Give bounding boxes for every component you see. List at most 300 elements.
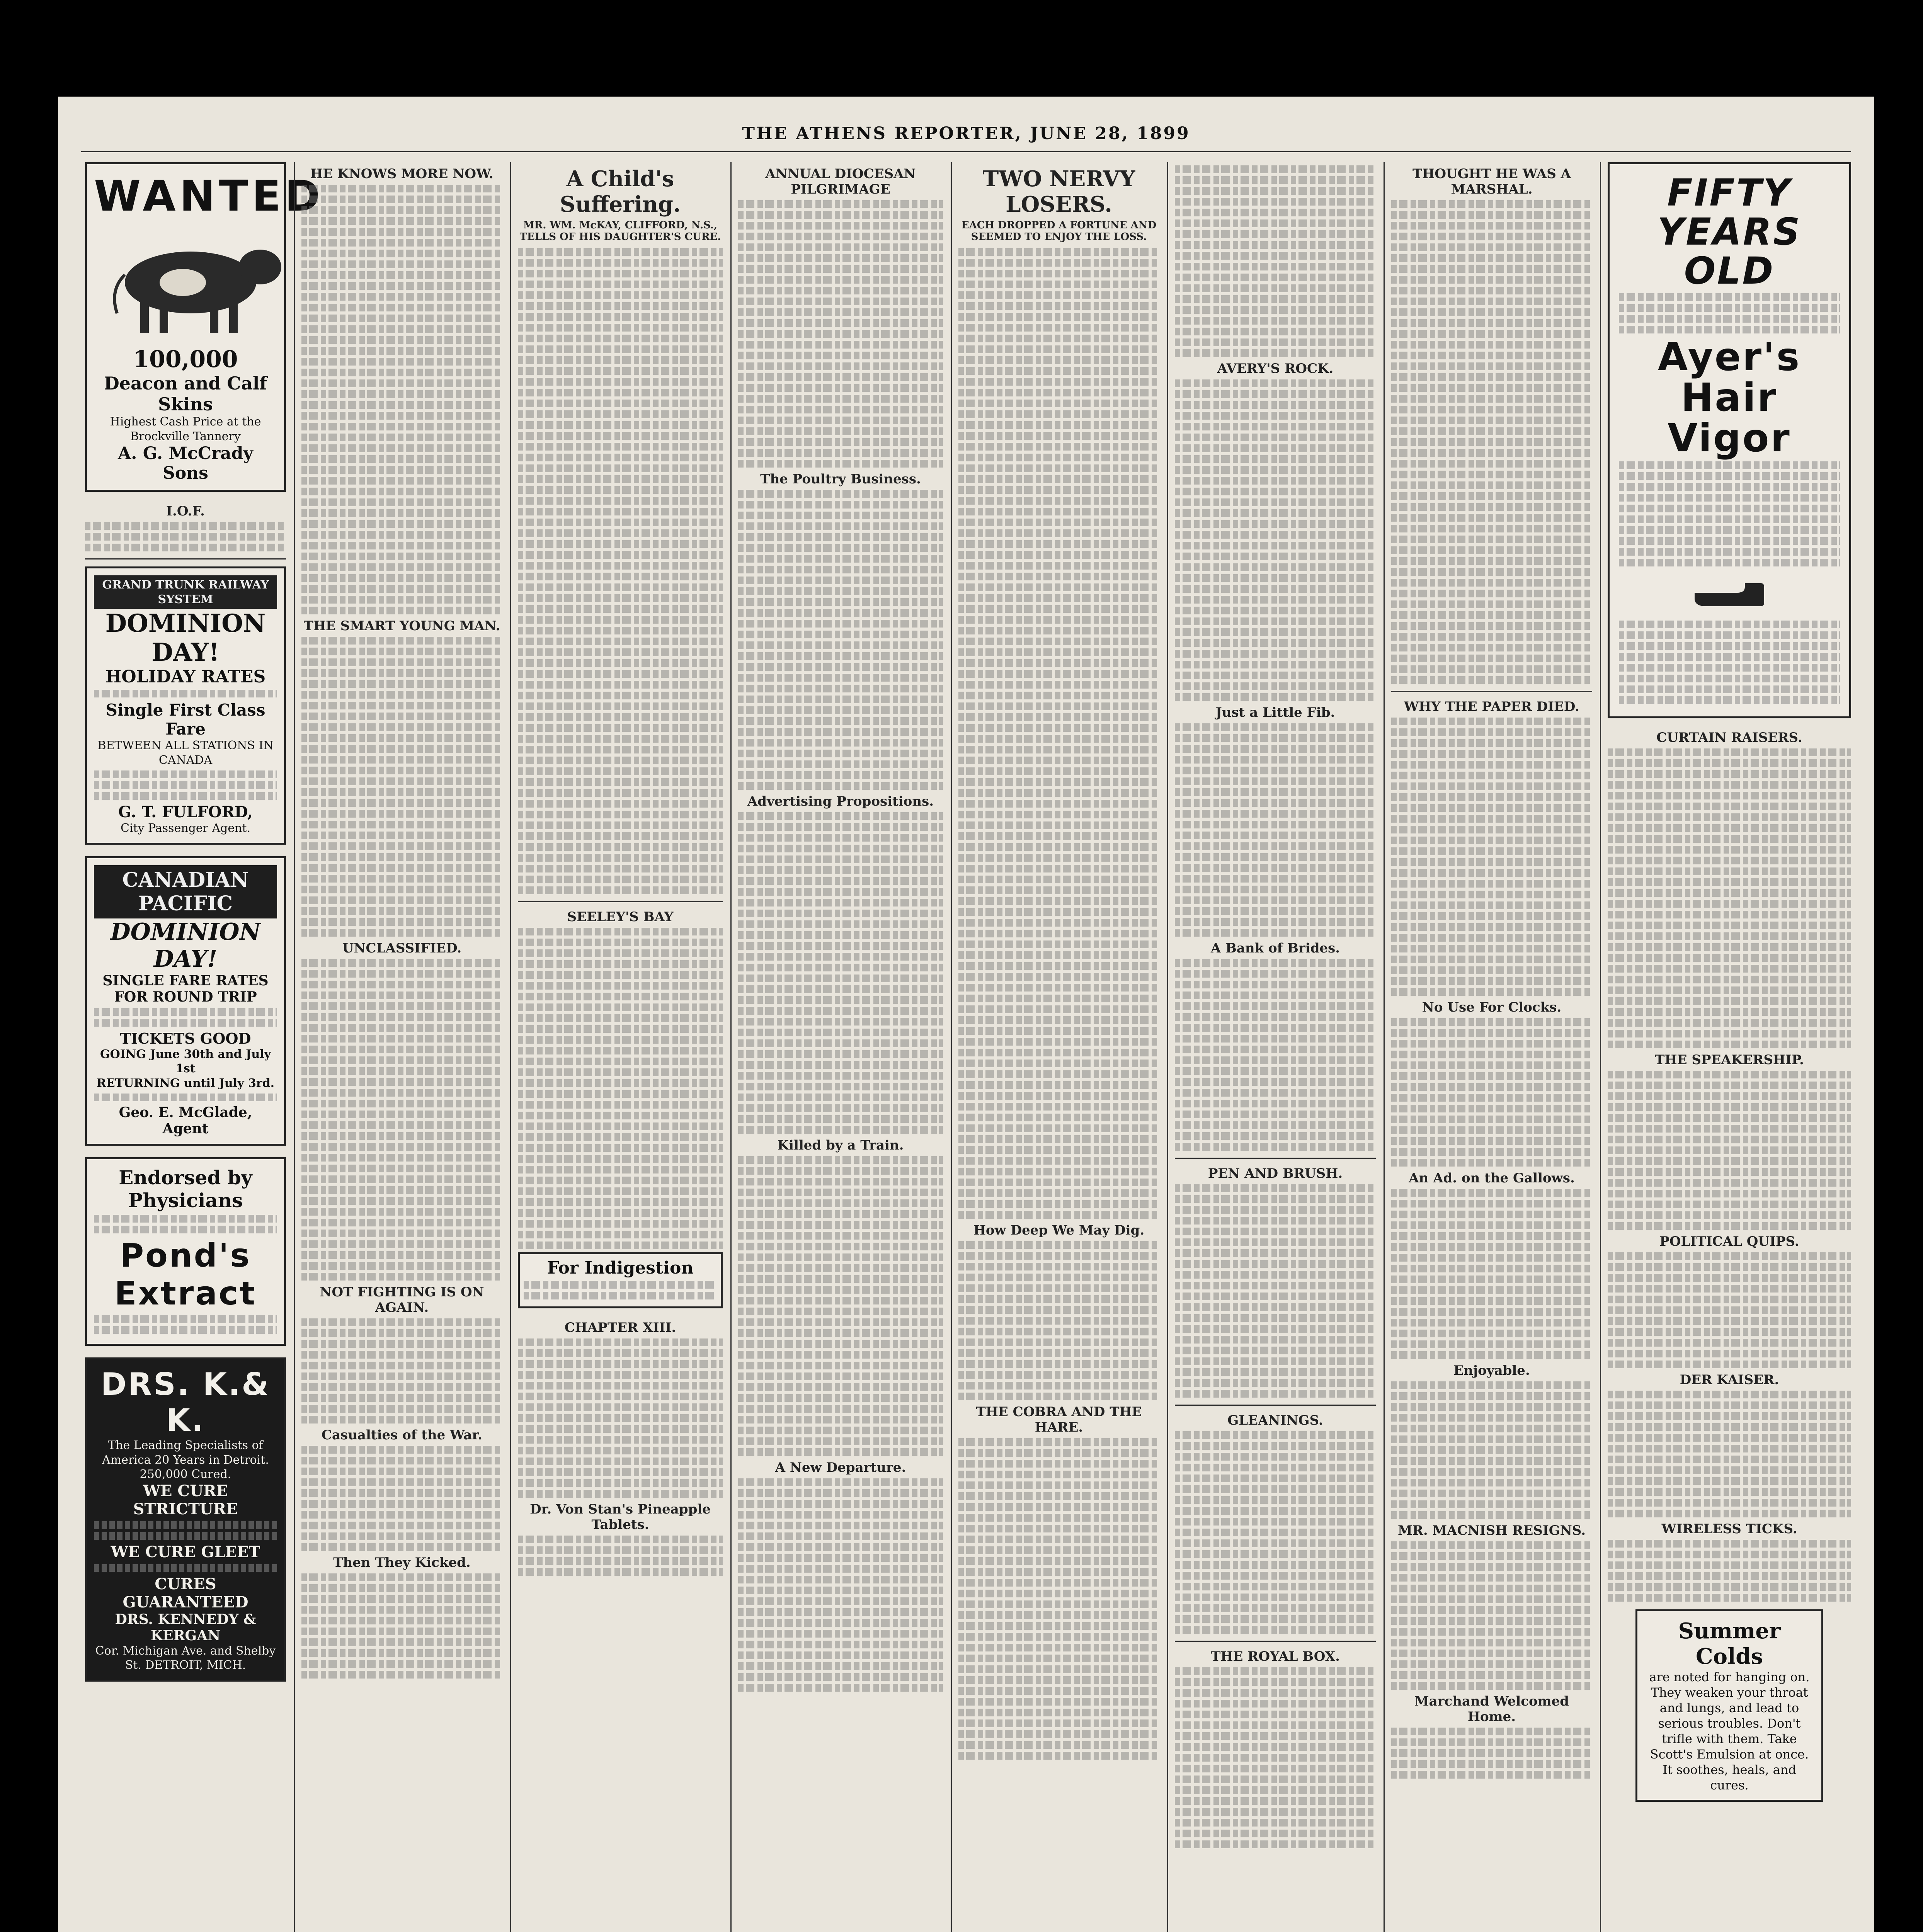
text-line [1608,1092,1851,1100]
text-line [518,313,723,321]
text-line [1608,922,1851,929]
text-line [518,410,723,418]
text-line [1608,867,1851,875]
text-line [1608,1201,1851,1208]
text-line [1608,770,1851,778]
ayers-hair-vigor-ad [1608,162,1851,718]
text-line [518,594,723,602]
text-line [301,1457,502,1464]
text-line [1619,675,1840,682]
text-line [301,347,502,355]
text-line [1391,1552,1592,1560]
text-line [1391,1189,1592,1197]
text-line [518,573,723,580]
text-line [958,832,1159,840]
text-line [958,648,1159,656]
cow-icon [94,224,295,340]
text-line [958,984,1159,992]
text-line [738,501,943,509]
text-line [518,454,723,461]
text-line [738,866,943,874]
text-line [1619,293,1840,301]
text-line [1391,1738,1592,1746]
article-body [738,200,943,468]
column-4 [738,162,943,1932]
column-3 [518,162,723,1932]
text-line [738,1329,943,1337]
text-line [1619,631,1840,639]
text-line [1175,1035,1376,1043]
text-line [738,1630,943,1638]
text-line [1391,622,1592,630]
wanted-line2: Highest Cash Price at the Brockville Tannery [110,415,261,443]
text-line [738,1489,943,1497]
text-line [1391,739,1592,747]
text-line [1391,956,1592,963]
text-line [518,1360,723,1368]
text-line [1619,461,1840,469]
text-line [1608,748,1851,756]
text-line [94,770,277,778]
text-line [301,1002,502,1010]
text-line [1175,767,1376,774]
text-line [1391,1574,1592,1582]
text-line [958,1536,1159,1543]
text-line [958,681,1159,689]
text-line [301,981,502,988]
text-line [1175,1786,1376,1794]
text-line [1391,352,1592,359]
text-line [1175,1442,1376,1450]
text-line [1391,1330,1592,1337]
article-heading-how-deep: How Deep We May Dig. [973,1223,1145,1238]
text-line [518,1133,723,1141]
text-line [1608,1008,1851,1016]
text-line [1391,373,1592,381]
text-line [1608,1572,1851,1580]
text-line [1175,1024,1376,1032]
text-line [738,652,943,660]
text-line [738,598,943,606]
text-line [301,206,502,214]
text-line [1175,1089,1376,1097]
text-line [738,544,943,552]
text-line [301,1219,502,1226]
text-line [518,540,723,548]
text-line [518,1198,723,1206]
text-line [301,531,502,539]
text-line [958,897,1159,905]
text-line [1391,384,1592,392]
article-body [301,959,502,1281]
text-line [518,670,723,678]
text-line [1175,810,1376,818]
article-heading-smart-young-man: THE SMART YOUNG MAN. [303,618,500,634]
text-line [958,876,1159,883]
column-8 [1608,162,1851,1932]
text-line [738,1662,943,1670]
text-line [518,291,723,299]
article-heading-gallows: An Ad. on the Gallows. [1409,1170,1575,1186]
text-line [958,1306,1159,1314]
text-line [1391,557,1592,565]
text-line [1391,600,1592,608]
text-line [958,281,1159,288]
text-line [301,434,502,441]
text-line [738,728,943,736]
text-line [1175,198,1376,206]
text-line [1391,1760,1592,1768]
text-line [958,1460,1159,1468]
text-line [958,302,1159,310]
text-line [958,1611,1159,1619]
text-line [518,475,723,483]
text-line [518,345,723,353]
kk-guaranteed: CURES GUARANTEED [123,1575,248,1611]
text-line [1391,243,1592,251]
text-line [958,1200,1159,1208]
article-body [1608,1252,1851,1368]
text-line [738,920,943,928]
text-line [1391,665,1592,673]
text-line [738,298,943,305]
text-line [1175,1390,1376,1398]
text-line [738,674,943,682]
column-7 [1391,162,1592,1932]
text-line [958,1371,1159,1379]
text-line [958,1284,1159,1292]
divider [1175,1158,1376,1159]
wanted-title: WANTED [94,171,324,221]
text-line [1175,563,1376,571]
text-line [1608,1423,1851,1431]
text-line [738,1126,943,1134]
text-line [958,1189,1159,1197]
text-line [301,1100,502,1107]
text-line [738,717,943,725]
text-line [301,896,502,904]
text-line [1175,1325,1376,1333]
text-line [738,384,943,392]
text-line [1619,304,1840,312]
text-line [518,1014,723,1022]
grand-trunk-agent-title: City Passenger Agent. [120,821,251,835]
text-line [1175,531,1376,539]
text-line [1391,1340,1592,1348]
text-line [958,1252,1159,1260]
text-line [301,777,502,785]
article-body [1391,1381,1592,1519]
text-line [1391,1500,1592,1508]
text-line [1608,1263,1851,1271]
text-line [1175,799,1376,807]
text-line [738,942,943,950]
text-line [1391,676,1592,684]
text-line [301,1046,502,1053]
text-line [958,1568,1159,1576]
text-line [301,282,502,290]
text-line [1175,328,1376,335]
text-line [1608,954,1851,962]
text-line [301,756,502,764]
text-line [1608,824,1851,832]
grand-trunk-ad [85,566,286,845]
text-line [1175,756,1376,764]
text-line [1391,718,1592,725]
text-line [1619,653,1840,661]
text-line [738,1297,943,1304]
text-line [1391,1381,1592,1389]
text-line [958,389,1159,396]
text-line [301,745,502,753]
text-line [518,778,723,786]
text-line [738,555,943,563]
text-line [1608,1583,1851,1591]
text-line [518,1458,723,1465]
text-line [1175,509,1376,517]
text-line [518,464,723,472]
text-line [1608,1456,1851,1463]
text-line [1608,986,1851,994]
text-line [1175,1303,1376,1311]
text-line [1175,1002,1376,1010]
text-line [1175,1550,1376,1558]
text-line [1175,896,1376,904]
text-line [958,335,1159,342]
text-line [301,1165,502,1172]
text-line [1391,471,1592,478]
text-line [518,767,723,775]
divider [1391,691,1592,692]
text-line [1391,1479,1592,1486]
text-line [1391,1749,1592,1757]
text-line [1175,1271,1376,1279]
text-line [958,1049,1159,1056]
text-line [1175,1184,1376,1192]
text-line [958,1741,1159,1749]
text-line [518,335,723,342]
column-rule [510,162,511,1932]
article-heading-macnish: MR. MACNISH RESIGNS. [1397,1523,1586,1538]
text-line [301,401,502,409]
text-line [1391,568,1592,576]
text-line [1608,1082,1851,1089]
text-line [958,1349,1159,1357]
text-line [738,1383,943,1391]
text-line [1608,997,1851,1005]
text-line [738,1511,943,1519]
article-body [1391,1189,1592,1359]
text-line [958,421,1159,429]
text-line [1608,1179,1851,1187]
text-line [1391,579,1592,587]
text-line [301,1660,502,1668]
text-line [1391,633,1592,641]
text-line [1175,777,1376,785]
text-line [1175,230,1376,238]
text-line [94,1008,277,1016]
text-line [958,1471,1159,1478]
text-line [301,607,502,614]
text-line [738,771,943,779]
text-line [958,400,1159,407]
text-line [301,1143,502,1151]
text-line [958,313,1159,321]
article-body [1175,165,1376,357]
text-line [1619,642,1840,650]
text-line [301,1628,502,1635]
text-line [301,1638,502,1646]
text-line [1175,853,1376,861]
cpr-returning: RETURNING until July 3rd. [96,1076,275,1090]
text-line [958,713,1159,721]
text-line [1391,481,1592,489]
text-line [1391,1563,1592,1571]
text-line [301,1584,502,1592]
text-line [301,637,502,645]
text-line [301,228,502,236]
divider [1175,1641,1376,1642]
article-body [1391,718,1592,996]
text-line [301,271,502,279]
text-line [1608,846,1851,854]
text-line [1608,1252,1851,1260]
text-line [301,260,502,268]
text-line [958,865,1159,872]
text-line [1391,793,1592,801]
text-line [301,1262,502,1270]
text-line [1391,891,1592,898]
ponds-endorsed: Endorsed by Physicians [119,1166,252,1212]
text-line [1175,1518,1376,1526]
article-body [958,248,1159,1219]
text-line [518,876,723,883]
text-line [738,899,943,906]
text-line [301,1013,502,1021]
text-line [1391,1061,1592,1069]
text-line [1175,295,1376,303]
text-line [738,211,943,219]
article-body [1391,1541,1592,1690]
text-line [1608,1551,1851,1558]
text-line [1608,1434,1851,1442]
text-line [958,1081,1159,1089]
text-line [518,432,723,440]
text-line [958,1655,1159,1662]
text-line [1175,1238,1376,1246]
text-line [1608,1361,1851,1368]
text-line [958,529,1159,537]
text-line [1175,628,1376,636]
column-2 [301,162,502,1932]
text-line [1391,966,1592,974]
pointing-hand-icon [1691,570,1768,616]
text-line [301,799,502,807]
text-line [1175,1819,1376,1827]
text-line [301,1111,502,1118]
text-line [958,324,1159,332]
text-line [1619,559,1840,566]
text-line [738,1500,943,1508]
text-line [1391,1297,1592,1305]
text-line [958,573,1159,580]
text-line [1391,514,1592,522]
text-line [738,1308,943,1315]
ayer-hair-vigor: Ayer's Hair Vigor [1658,334,1801,461]
text-line [1175,875,1376,883]
text-line [958,767,1159,775]
article-body [1608,1071,1851,1230]
text-line [1391,1728,1592,1735]
text-line [958,627,1159,634]
text-line [301,832,502,839]
text-line [958,248,1159,256]
kennedy-kergan-ad [85,1357,286,1682]
text-line [1175,349,1376,357]
text-line [301,412,502,420]
text-line [1391,945,1592,952]
column-6 [1175,162,1376,1932]
text-line [958,670,1159,678]
text-line [1391,308,1592,316]
text-line [518,1003,723,1011]
column-rule [1600,162,1601,1932]
text-line [958,1241,1159,1249]
text-line [1175,553,1376,560]
text-line [1391,1126,1592,1134]
text-line [94,1521,277,1529]
text-line [1391,1771,1592,1779]
text-line [738,566,943,573]
cpr-title: DOMINION DAY! [110,918,261,973]
text-line [1175,1840,1376,1848]
text-line [738,855,943,863]
text-line [958,1038,1159,1046]
text-line [301,379,502,387]
text-line [518,1490,723,1498]
text-line [301,929,502,937]
text-line [301,713,502,720]
text-line [301,1671,502,1679]
article-heading-killed-by-train: Killed by a Train. [777,1138,904,1153]
article-heading-advertising: Advertising Propositions. [747,794,934,809]
text-line [958,464,1159,472]
text-line [1391,1682,1592,1690]
cpr-tickets: TICKETS GOOD [120,1029,251,1047]
text-line [301,680,502,688]
text-line [301,1446,502,1454]
text-line [1175,1195,1376,1203]
text-line [958,702,1159,710]
text-line [1175,187,1376,195]
text-line [738,1351,943,1359]
text-line [958,1092,1159,1100]
text-line [738,1083,943,1090]
text-line [1175,1583,1376,1590]
text-line [1175,959,1376,967]
text-line [958,378,1159,386]
text-line [738,1189,943,1196]
text-line [94,792,277,800]
text-line [738,739,943,747]
text-line [1391,1105,1592,1112]
text-line [1608,1391,1851,1398]
text-line [518,562,723,570]
text-line [738,1275,943,1283]
text-line [1608,1136,1851,1143]
text-line [1391,1029,1592,1037]
text-line [1175,401,1376,409]
